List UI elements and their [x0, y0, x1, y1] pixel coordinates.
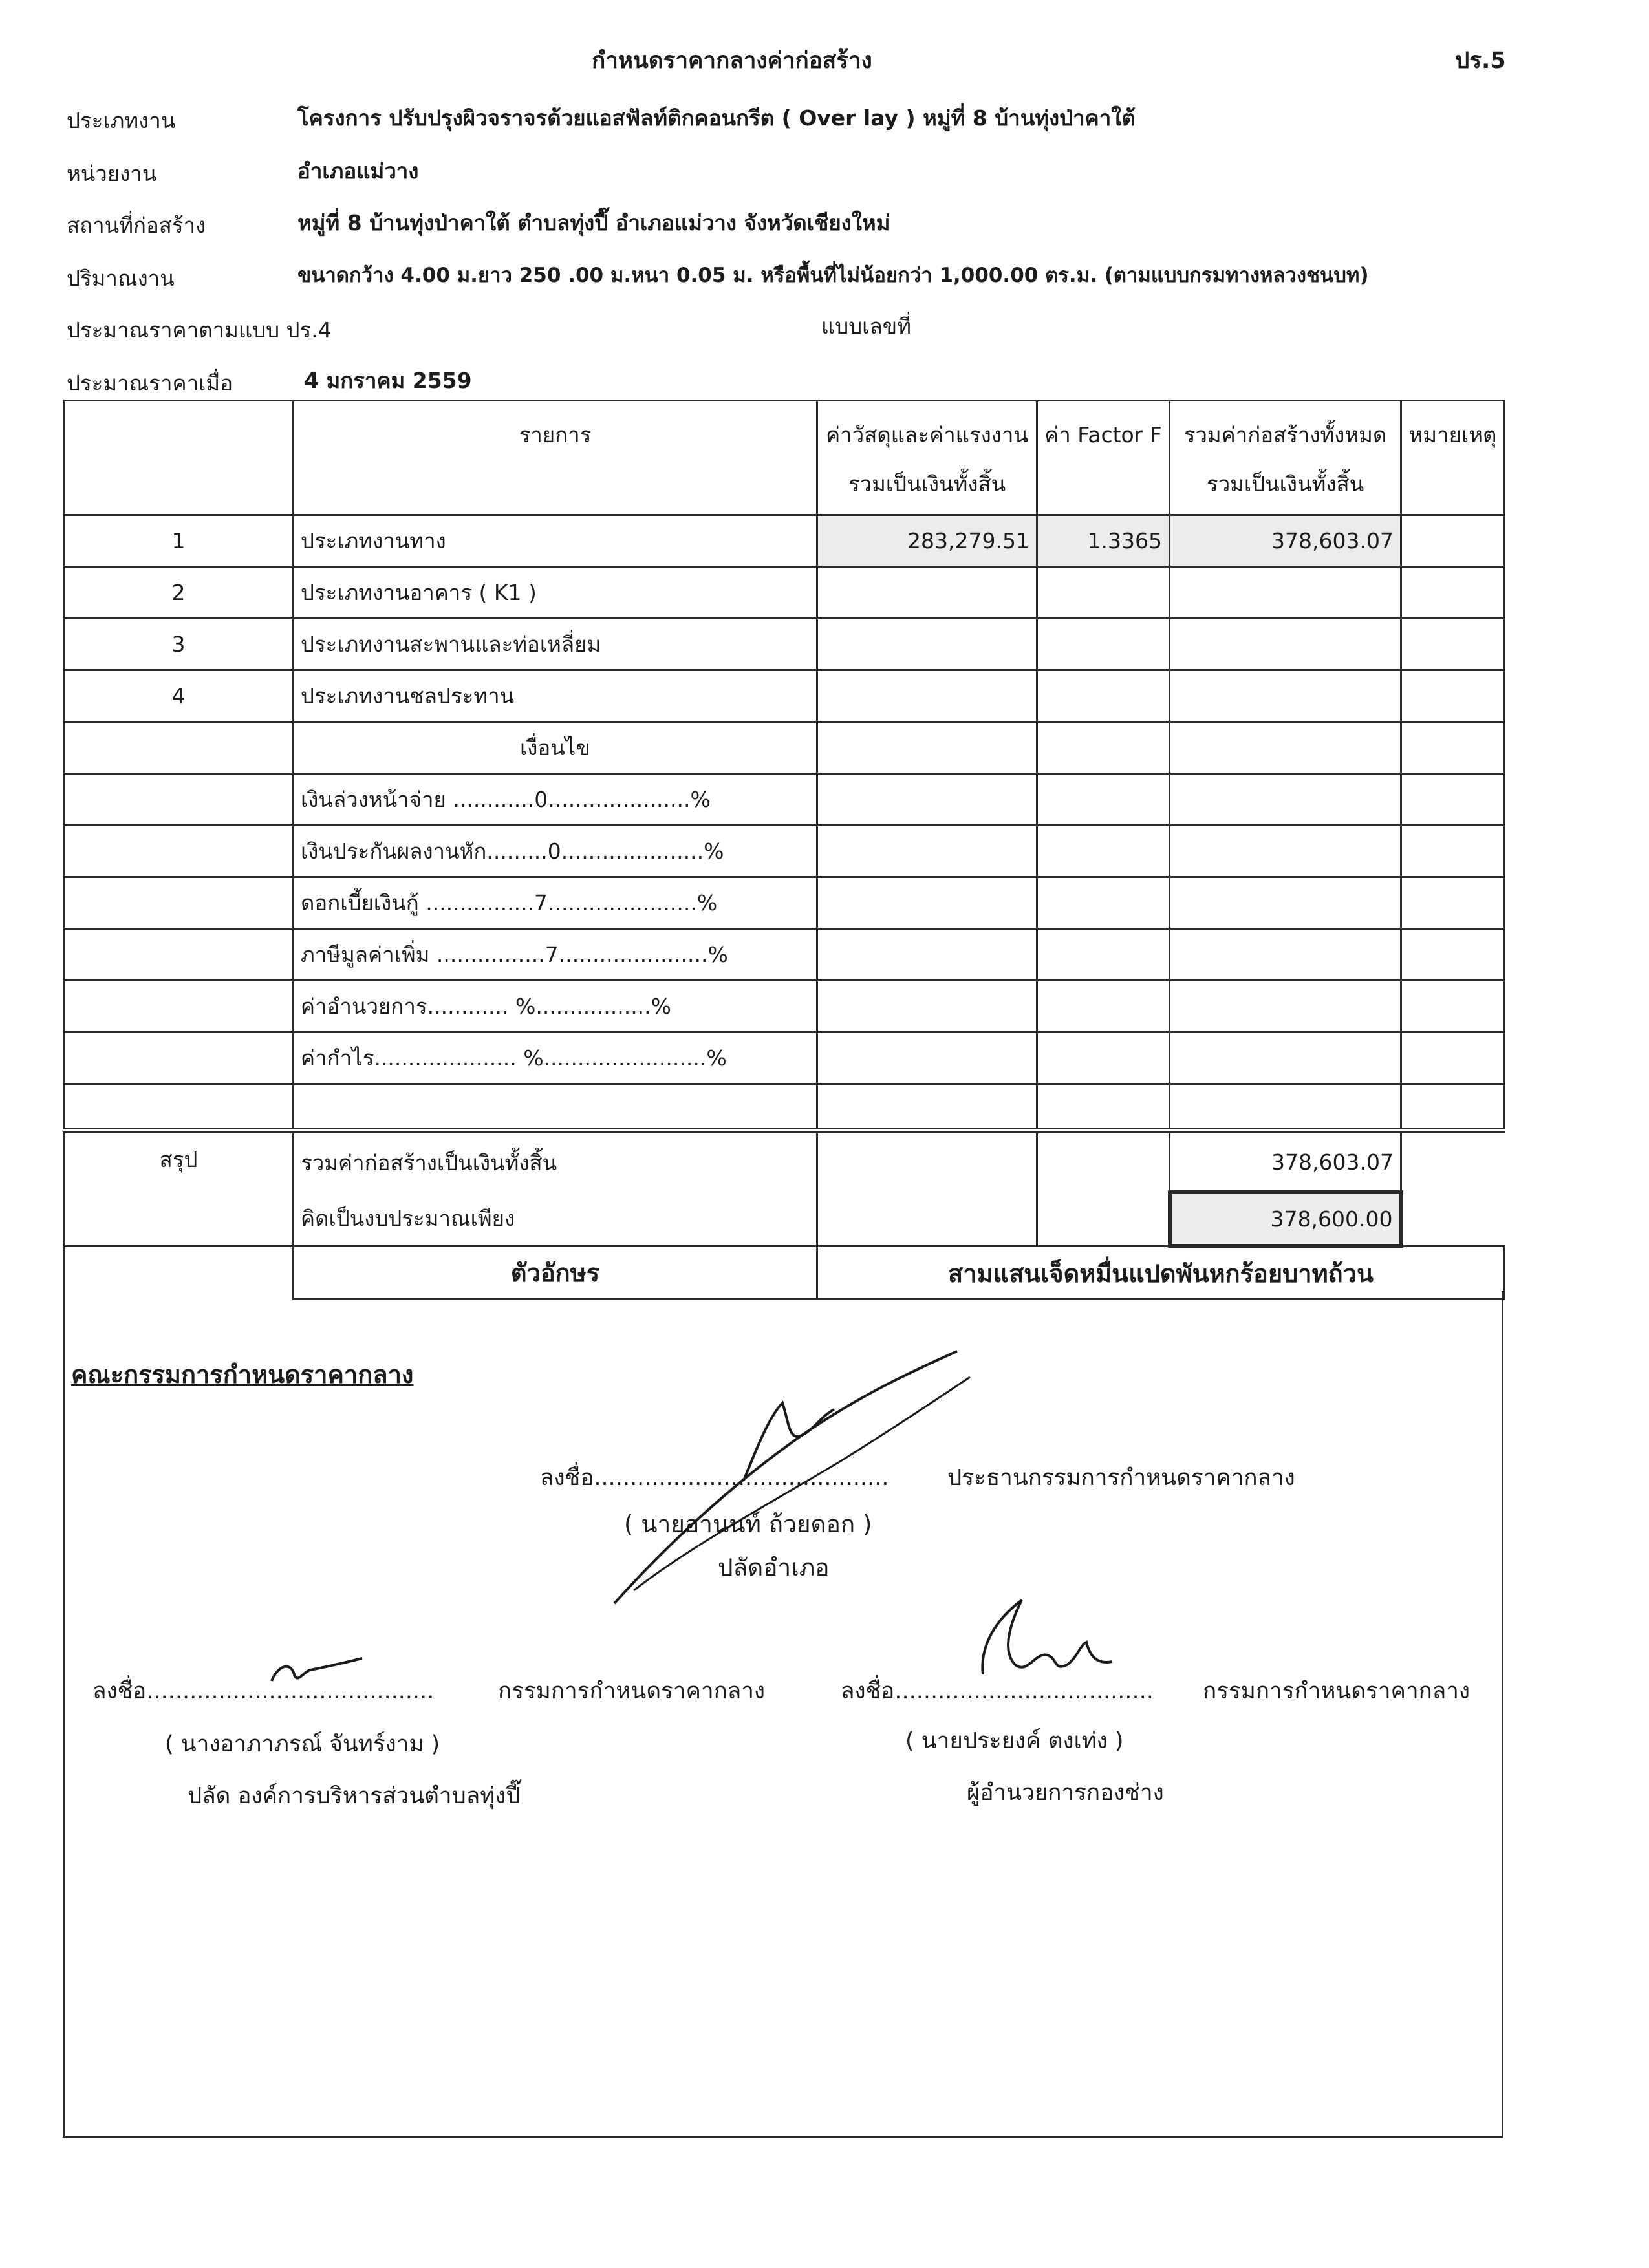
right-signature [957, 1594, 1125, 1684]
quantity-value: ขนาดกว้าง 4.00 ม.ยาว 250 .00 ม.หนา 0.05 ม. หรือพื้นที่ไม่น้อยกว่า 1,000.00 ตร.ม. (ตามแบบกรมทางหลวงชนบท) [297, 264, 1369, 287]
header-remark: หมายเหตุ [1401, 401, 1505, 515]
header-cost-line1: ค่าวัสดุและค่าแรงงาน [826, 422, 1028, 447]
table-row [64, 619, 1505, 670]
row-item: ประเภทงานอาคาร ( K1 ) [294, 567, 817, 619]
work-type-label: ประเภทงาน [67, 108, 176, 133]
row-item: ประเภทงานชลประทาน [294, 670, 817, 722]
budget-value: 378,600.00 [1170, 1192, 1401, 1246]
header-total-line1: รวมค่าก่อสร้างทั้งหมด [1183, 422, 1387, 447]
site-label: สถานที่ก่อสร้าง [67, 213, 206, 238]
condition-row [64, 877, 1505, 929]
drawing-no-label: แบบเลขที่ [821, 314, 911, 339]
row-remark [1401, 619, 1505, 670]
left-name: ( นางอาภาภรณ์ จันทร์งาม ) [165, 1731, 440, 1757]
left-role: กรรมการกำหนดราคากลาง [498, 1678, 765, 1704]
row-remark [1401, 670, 1505, 722]
row-total [1170, 567, 1401, 619]
right-name: ( นายประยงค์ ตงเท่ง ) [905, 1728, 1124, 1754]
row-item: ประเภทงานทาง [294, 515, 817, 567]
header-cost [817, 401, 1037, 515]
header-cost-line2: รวมเป็นเงินทั้งสิ้น [848, 471, 1006, 497]
row-cost [817, 567, 1037, 619]
budget-label: คิดเป็นงบประมาณเพียง [294, 1192, 817, 1246]
price-table [63, 400, 1505, 1300]
condition-row [64, 981, 1505, 1032]
conditions-title-row [64, 722, 1505, 774]
right-role: กรรมการกำหนดราคากลาง [1203, 1678, 1470, 1704]
row-cost [817, 670, 1037, 722]
header-total [1170, 401, 1401, 515]
chair-position: ปลัดอำเภอ [718, 1554, 830, 1581]
budget-row [64, 1192, 1505, 1246]
blank-row [64, 1084, 1505, 1131]
summary-label: สรุป [64, 1131, 294, 1193]
words-label: ตัวอักษร [294, 1246, 817, 1300]
chair-role: ประธานกรรมการกำหนดราคากลาง [947, 1465, 1295, 1491]
row-total: 378,603.07 [1170, 515, 1401, 567]
form-code: ปร.5 [1455, 48, 1506, 74]
row-no: 2 [64, 567, 294, 619]
row-cost: 283,279.51 [817, 515, 1037, 567]
summary-total-label: รวมค่าก่อสร้างเป็นเงินทั้งสิ้น [294, 1131, 817, 1193]
row-no: 4 [64, 670, 294, 722]
table-header-row [64, 401, 1505, 515]
estimate-form-label: ประมาณราคาตามแบบ ปร.4 [67, 317, 332, 343]
row-factor [1037, 567, 1170, 619]
table-row [64, 515, 1505, 567]
condition-text: เงินประกันผลงานหัก.........0.....................% [294, 826, 817, 877]
table-row [64, 670, 1505, 722]
header-total-line2: รวมเป็นเงินทั้งสิ้น [1206, 471, 1364, 497]
header-factor: ค่า Factor F [1037, 401, 1170, 515]
committee-heading: คณะกรรมการกำหนดราคากลาง [71, 1360, 414, 1389]
words-value: สามแสนเจ็ดหมื่นแปดพันหกร้อยบาทถ้วน [817, 1246, 1505, 1300]
row-no: 3 [64, 619, 294, 670]
row-remark [1401, 515, 1505, 567]
condition-row [64, 826, 1505, 877]
table-row [64, 567, 1505, 619]
header-item: รายการ [294, 401, 817, 515]
quantity-label: ปริมาณงาน [67, 266, 175, 291]
summary-total-row [64, 1131, 1505, 1193]
row-cost [817, 619, 1037, 670]
chair-sign-line: ลงชื่อ......................................... [540, 1465, 889, 1491]
condition-text: ดอกเบี้ยเงินกู้ ................7......................% [294, 877, 817, 929]
row-item: ประเภทงานสะพานและท่อเหลี่ยม [294, 619, 817, 670]
agency-label: หน่วยงาน [67, 161, 157, 186]
header-no [64, 401, 294, 515]
left-position: ปลัด องค์การบริหารส่วนตำบลทุ่งปี๊ [188, 1783, 521, 1809]
condition-text: ค่ากำไร..................... %........................% [294, 1032, 817, 1084]
estimate-date-value: 4 มกราคม 2559 [304, 368, 472, 393]
left-signature [265, 1645, 369, 1691]
chair-name: ( นายอานนท์ ถ้วยดอก ) [624, 1510, 872, 1538]
site-value: หมู่ที่ 8 บ้านทุ่งป่าคาใต้ ตำบลทุ่งปี๊ อำเภอแม่วาง จังหวัดเชียงใหม่ [297, 210, 890, 235]
agency-value: อำเภอแม่วาง [297, 158, 419, 184]
document-title: กำหนดราคากลางค่าก่อสร้าง [592, 48, 872, 74]
condition-text: เงินล่วงหน้าจ่าย ............0.....................% [294, 774, 817, 826]
row-factor [1037, 619, 1170, 670]
condition-row [64, 929, 1505, 981]
row-remark [1401, 567, 1505, 619]
row-factor [1037, 670, 1170, 722]
chair-signature [595, 1345, 983, 1616]
summary-total-value: 378,603.07 [1170, 1131, 1401, 1193]
condition-text: ภาษีมูลค่าเพิ่ม ................7......................% [294, 929, 817, 981]
condition-text: ค่าอำนวยการ............ %.................% [294, 981, 817, 1032]
estimate-date-label: ประมาณราคาเมื่อ [67, 370, 233, 396]
row-total [1170, 619, 1401, 670]
work-type-value: โครงการ ปรับปรุงผิวจราจรด้วยแอสฟัลท์ติกคอนกรีต ( Over lay ) หมู่ที่ 8 บ้านทุ่งป่าคาใต้ [297, 105, 1136, 131]
condition-row [64, 1032, 1505, 1084]
row-factor: 1.3365 [1037, 515, 1170, 567]
row-total [1170, 670, 1401, 722]
condition-row [64, 774, 1505, 826]
right-position: ผู้อำนวยการกองช่าง [967, 1780, 1164, 1806]
row-no: 1 [64, 515, 294, 567]
left-sign-line: ลงชื่อ........................................ [92, 1678, 435, 1704]
right-sign-line: ลงชื่อ.................................... [841, 1678, 1154, 1704]
conditions-title: เงื่อนไข [294, 722, 817, 774]
